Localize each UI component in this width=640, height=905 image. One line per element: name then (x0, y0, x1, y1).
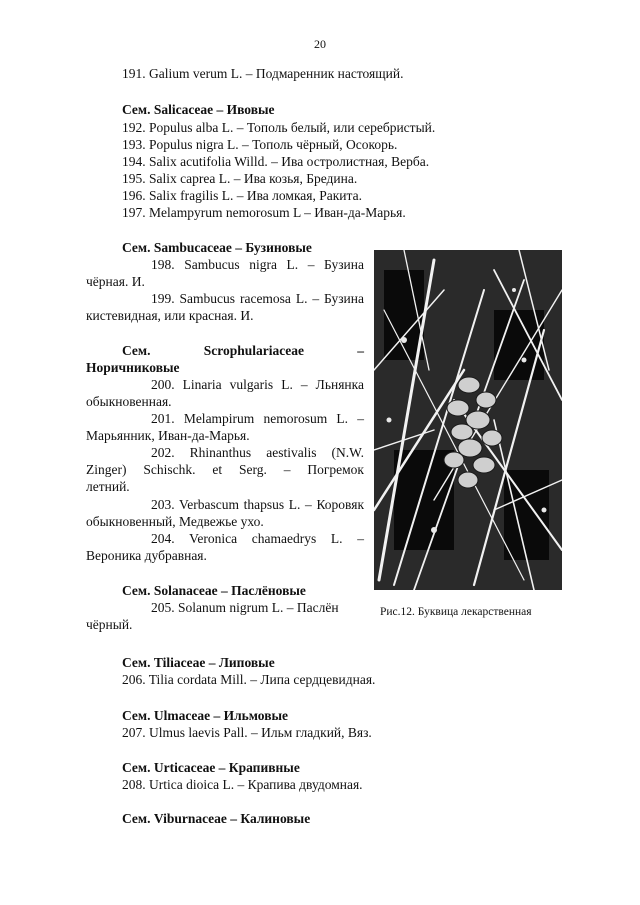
family-heading-solanaceae: Сем. Solanaceae – Паслёновые (122, 583, 306, 598)
family-heading-ulmaceae: Сем. Ulmaceae – Ильмовые (122, 708, 289, 723)
entry-200-line1: 200. Linaria vulgaris L. – Льнянка (151, 377, 364, 392)
entry-199-line1: 199. Sambucus racemosa L. – Бузина (151, 291, 364, 306)
family-heading-tiliaceae: Сем. Tiliaceae – Липовые (122, 655, 275, 670)
entry-204-line1: 204. Veronica chamaedrys L. – (151, 531, 364, 546)
family-heading-scrophulariaceae: Сем. Scrophulariaceae – (122, 343, 364, 358)
entry-201-line1: 201. Melampirum nemorosum L. – (151, 411, 364, 426)
entry-200-line2: обыкновенная. (86, 394, 172, 409)
plant-photo (374, 250, 562, 590)
entry-196: 196. Salix fragilis L. – Ива ломкая, Ракита. (122, 188, 362, 203)
family-heading-salicaceae: Сем. Salicaceae – Ивовые (122, 102, 275, 117)
entry-208: 208. Urtica dioica L. – Крапива двудомная. (122, 777, 363, 792)
entry-206: 206. Tilia cordata Mill. – Липа сердцевидная. (122, 672, 376, 687)
family-heading-urticaceae: Сем. Urticaceae – Крапивные (122, 760, 300, 775)
family-heading-sambucaceae: Сем. Sambucaceae – Бузиновые (122, 240, 312, 255)
entry-191: 191. Galium verum L. – Подмаренник настоящий. (122, 66, 404, 81)
entry-192: 192. Populus alba L. – Тополь белый, или серебристый. (122, 120, 436, 135)
entry-202-line2: Zinger) Schischk. et Serg. – Погремок (86, 462, 364, 477)
entry-202-line3: летний. (86, 479, 130, 494)
figure-caption: Рис.12. Буквица лекарственная (380, 606, 532, 618)
entry-207: 207. Ulmus laevis Pall. – Ильм гладкий, Вяз. (122, 725, 372, 740)
entry-199-line2: кистевидная, или красная. И. (86, 308, 254, 323)
entry-197: 197. Melampyrum nemorosum L – Иван-да-Марья. (122, 205, 406, 220)
entry-203-line1: 203. Verbascum thapsus L. – Коровяк (151, 497, 364, 512)
entry-198-line1: 198. Sambucus nigra L. – Бузина (151, 257, 364, 272)
entry-205-line2: чёрный. (86, 617, 133, 632)
entry-204-line2: Вероника дубравная. (86, 548, 207, 563)
entry-195: 195. Salix caprea L. – Ива козья, Бредина. (122, 171, 358, 186)
page-number: 20 (314, 37, 326, 51)
entry-201-line2: Марьянник, Иван-да-Марья. (86, 428, 250, 443)
entry-194: 194. Salix acutifolia Willd. – Ива остролистная, Верба. (122, 154, 430, 169)
entry-203-line2: обыкновенный, Медвежье ухо. (86, 514, 264, 529)
entry-205-line1: 205. Solanum nigrum L. – Паслён (151, 600, 339, 615)
entry-202-line1: 202. Rhinanthus aestivalis (N.W. (151, 445, 364, 460)
entry-193: 193. Populus nigra L. – Тополь чёрный, Осокорь. (122, 137, 398, 152)
entry-198-line2: чёрная. И. (86, 274, 145, 289)
family-heading-viburnaceae: Сем. Viburnaceae – Калиновые (122, 811, 311, 826)
family-heading-scrophulariaceae-ru: Норичниковые (86, 360, 180, 375)
